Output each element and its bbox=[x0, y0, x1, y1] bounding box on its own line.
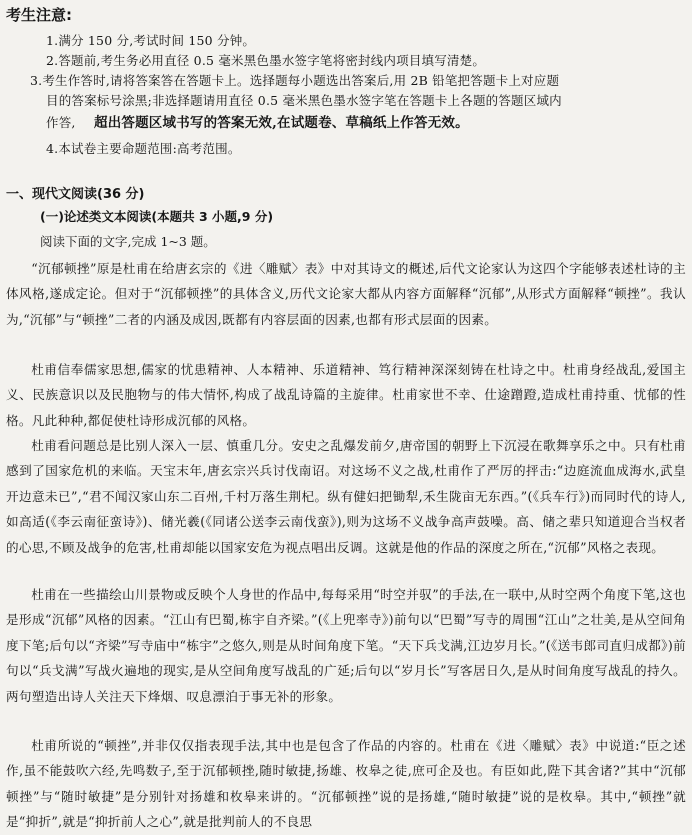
notice-item-2: 2.答题前,考生务必用直径 0.5 毫米黑色墨水签字笔将密封线内项目填写清楚。 bbox=[46, 53, 486, 68]
notice-item-3-emphasis: 超出答题区域书写的答案无效,在试题卷、草稿纸上作答无效。 bbox=[94, 115, 469, 131]
notice-item-3-line-2: 目的答案标号涂黑;非选择题请用直径 0.5 毫米黑色墨水签字笔在答题卡上各题的答题区域内 bbox=[46, 93, 562, 108]
notice-item-3-line-3: 作答, bbox=[46, 115, 76, 130]
notice-item-3: 3.考生作答时,请将答案答在答题卡上。选择题每小题选出答案后,用 2B 铅笔把答题卡上对应题 bbox=[30, 73, 560, 88]
section-heading: 一、现代文阅读(36 分) bbox=[6, 187, 145, 202]
passage-paragraph-2: 杜甫信奉儒家思想,儒家的忧患精神、人本精神、乐道精神、笃行精神深深刻铸在杜诗之中。杜甫身经战乱,爱国主义、民族意识以及民胞物与的伟大情怀,构成了战乱诗篇的主旋律。杜甫家世不幸、仕途蹭蹬,造成杜甫持重、忧郁的性格。凡此种种,都促使杜诗形成沉郁的风格。 bbox=[6, 362, 686, 428]
subsection-heading: (一)论述类文本阅读(本题共 3 小题,9 分) bbox=[40, 209, 274, 224]
notice-item-1: 1.满分 150 分,考试时间 150 分钟。 bbox=[46, 33, 256, 48]
reading-instruction: 阅读下面的文字,完成 1~3 题。 bbox=[40, 234, 216, 249]
passage-paragraph-1: “沉郁顿挫”原是杜甫在给唐玄宗的《进〈雕赋〉表》中对其诗文的概述,后代文论家认为这四个字能够表述杜诗的主体风格,遂成定论。但对于“沉郁顿挫”的具体含义,历代文论家大都从内容方面解释“沉郁”,从形式方面解释“顿挫”。我认为,“沉郁”与“顿挫”二者的内涵及成因,既都有内容层面的因素,也都有形式层面的因素。 bbox=[6, 261, 686, 327]
passage-paragraph-5: 杜甫所说的“顿挫”,并非仅仅指表现手法,其中也是包含了作品的内容的。杜甫在《进〈雕赋〉表》中说道:“臣之述作,虽不能鼓吹六经,先鸣数子,至于沉郁顿挫,随时敏捷,扬雄、枚皋之徒,庶可企及也。有臣如此,陛下其舍诸?”其中“沉郁顿挫”与“随时敏捷”是分别针对扬雄和枚皋来讲的。“沉郁顿挫”说的是扬雄,“随时敏捷”说的是枚皋。其中,“顿挫”就是“抑折”,就是“抑折前人之心”,就是批判前人的不良思 bbox=[6, 738, 686, 830]
passage-paragraph-3: 杜甫看问题总是比别人深入一层、慎重几分。安史之乱爆发前夕,唐帝国的朝野上下沉浸在歌舞享乐之中。只有杜甫感到了国家危机的来临。天宝末年,唐玄宗兴兵讨伐南诏。对这场不义之战,杜甫作了严厉的抨击:“边庭流血成海水,武皇开边意未已”,“君不闻汉家山东二百州,千村万落生荆杞。纵有健妇把锄犁,禾生陇亩无东西。”(《兵车行》)而同时代的诗人,如高适(《李云南征蛮诗》)、储光羲(《同诸公送李云南伐蛮》),则为这场不义战争高声鼓噪。高、储之辈只知道迎合当权者的心思,不顾及战争的危害,杜甫却能以国家安危为视点唱出反调。这就是他的作品的深度之所在,“沉郁”风格之表现。 bbox=[6, 438, 686, 555]
notice-item-4: 4.本试卷主要命题范围:高考范围。 bbox=[46, 141, 241, 156]
notice-title: 考生注意: bbox=[6, 6, 72, 24]
passage-paragraph-4: 杜甫在一些描绘山川景物或反映个人身世的作品中,每每采用“时空并驭”的手法,在一联中,从时空两个角度下笔,这也是形成“沉郁”风格的因素。“江山有巴蜀,栋宇自齐梁。”(《上兜率寺》)前句以“巴蜀”写寺的周围“江山”之壮美,是从空间角度下笔;后句以“齐梁”写寺庙中“栋宇”之悠久,则是从时间角度下笔。“天下兵戈满,江边岁月长。”(《送韦郎司直归成都》)前句以“兵戈满”写战火遍地的现实,是从空间角度写战乱的广延;后句以“岁月长”写客居日久,是从时间角度写战乱的持久。两句塑造出诗人关注天下烽烟、叹息漂泊于事无补的形象。 bbox=[6, 587, 686, 704]
